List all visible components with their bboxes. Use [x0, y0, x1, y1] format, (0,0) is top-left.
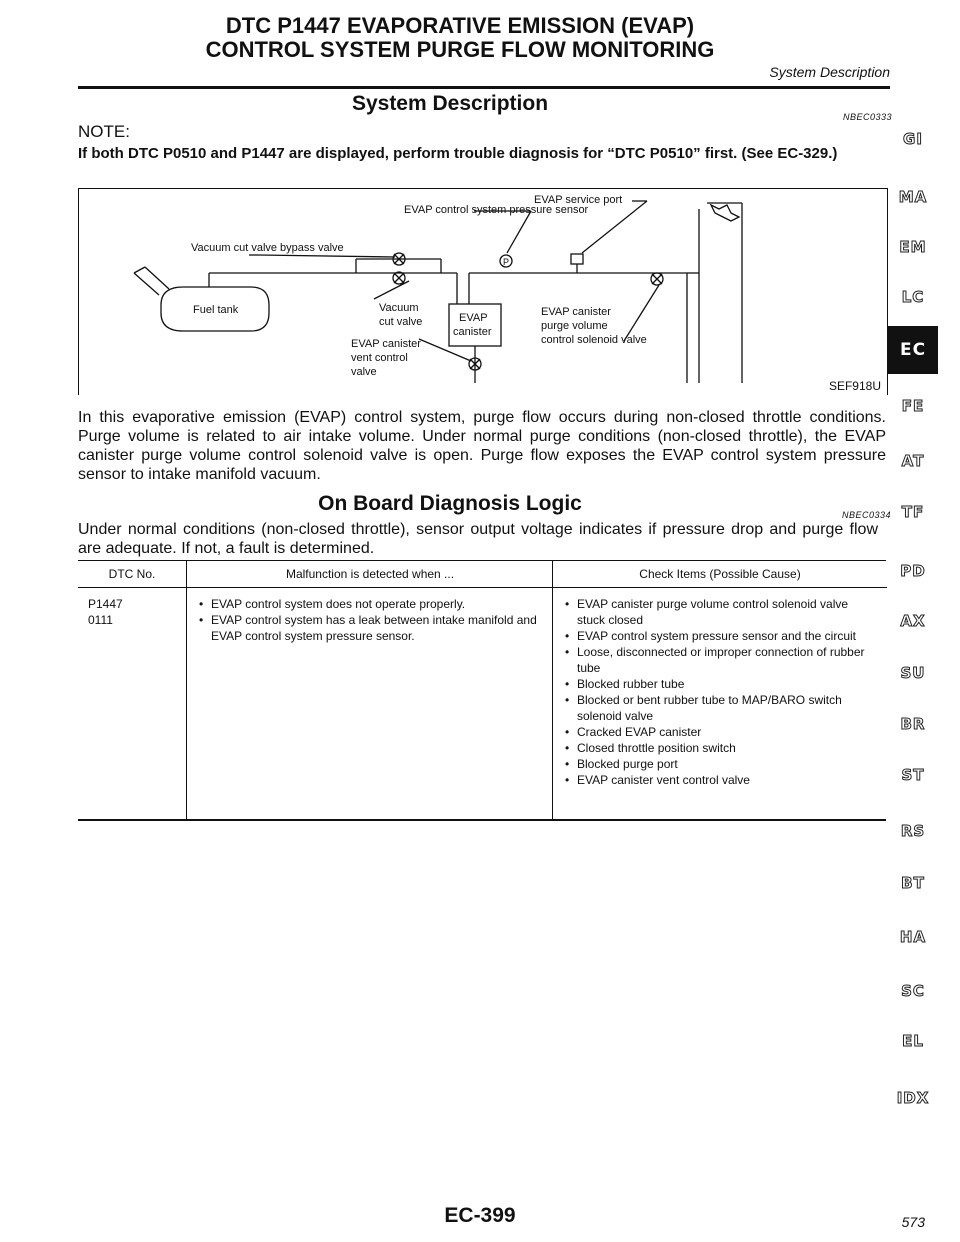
table-cell-check-items — [553, 588, 887, 796]
side-tab-at[interactable]: AT — [901, 452, 925, 470]
list-item: • EVAP canister purge volume control solenoid valve stuck closed — [563, 596, 877, 628]
dtc-code: P1447 — [88, 597, 123, 611]
label-vent-1: EVAP canister — [351, 338, 421, 350]
table-column-malfunction — [186, 561, 553, 819]
service-port-p: P — [503, 257, 510, 267]
list-item: • EVAP canister vent control valve — [563, 772, 877, 788]
figure-code: SEF918U — [828, 379, 881, 393]
list-item: • Loose, disconnected or improper connection of rubber tube — [563, 644, 877, 676]
malfunction-list — [197, 596, 543, 644]
label-pressure-sensor: EVAP control system pressure sensor — [404, 204, 589, 216]
label-purge-1: EVAP canister — [541, 306, 611, 318]
section-label: System Description — [769, 64, 890, 80]
title-line-1: DTC P1447 EVAPORATIVE EMISSION (EVAP) — [225, 13, 695, 38]
table-header-dtc: DTC No. — [78, 561, 186, 588]
evap-canister-box — [449, 304, 501, 346]
list-item: • Blocked rubber tube — [563, 676, 877, 692]
label-purge-3: control solenoid valve — [541, 334, 647, 346]
leader-line — [582, 201, 647, 253]
leader-line — [259, 255, 395, 257]
side-tab-ax[interactable]: AX — [900, 612, 926, 630]
list-item: • EVAP control system does not operate properly. — [197, 596, 543, 612]
obd-logic-paragraph: Under normal conditions (non-closed throttle), sensor output voltage indicates if pressure drop and purge flow are adequate. If not, a fault is determined. — [78, 521, 878, 557]
header-rule — [78, 86, 890, 89]
table-column-check-items — [552, 561, 887, 819]
leader-line — [507, 211, 531, 253]
side-tab-ma[interactable]: MA — [898, 188, 928, 206]
sheet-number: 573 — [901, 1214, 925, 1230]
leader-line — [624, 285, 659, 341]
label-service-port: EVAP service port — [534, 194, 623, 206]
list-item: • EVAP control system has a leak between intake manifold and EVAP control system pressure sensor. — [197, 612, 543, 644]
list-item: • Closed throttle position switch — [563, 740, 877, 756]
label-vacuum: Vacuum — [379, 302, 419, 314]
tank-filler-cap — [134, 267, 145, 273]
page-number: EC-399 — [444, 1204, 516, 1227]
side-tab-fe[interactable]: FE — [901, 397, 925, 415]
side-tab-el[interactable]: EL — [902, 1032, 924, 1050]
side-tab-sc[interactable]: SC — [901, 982, 925, 1000]
list-item: • Blocked purge port — [563, 756, 877, 772]
evap-system-diagram — [78, 188, 888, 395]
check-items-list — [563, 596, 877, 788]
side-tab-em[interactable]: EM — [899, 238, 927, 256]
label-fuel-tank: Fuel tank — [193, 304, 239, 316]
pressure-sensor-symbol — [571, 254, 583, 264]
side-tab-pd[interactable]: PD — [900, 562, 926, 580]
label-canister: canister — [453, 326, 492, 338]
side-tab-tf[interactable]: TF — [901, 503, 925, 521]
system-description-paragraph: In this evaporative emission (EVAP) control system, purge flow occurs during non-closed throttle conditions. Purge volume is related to air intake volume. Under normal purge conditions (non-closed throttle), the EVAP canister purge volume control solenoid valve is open. Purge flow exposes the EVAP control system pressure sensor to intake manifold vacuum. — [78, 409, 886, 483]
obd-logic-heading: On Board Diagnosis Logic — [318, 492, 582, 515]
side-tab-lc[interactable]: LC — [901, 288, 925, 306]
label-cut-valve: cut valve — [379, 316, 423, 328]
label-vent-3: valve — [351, 366, 377, 378]
note-label: NOTE: — [78, 122, 130, 141]
side-tab-idx[interactable]: IDX — [896, 1089, 930, 1107]
note-text: If both DTC P0510 and P1447 are displayed, perform trouble diagnosis for “DTC P0510” first. (See EC-329.) — [78, 145, 838, 162]
table-cell-malfunction — [187, 588, 553, 652]
side-tab-st[interactable]: ST — [901, 766, 925, 784]
system-description-code: NBEC0333 — [843, 112, 893, 122]
list-item: • EVAP control system pressure sensor and the circuit — [563, 628, 877, 644]
table-header-malfunction: Malfunction is detected when ... — [187, 561, 553, 588]
label-purge-2: purge volume — [541, 320, 608, 332]
dtc-table — [78, 560, 886, 821]
label-evap: EVAP — [459, 312, 488, 324]
side-tab-gi[interactable]: GI — [903, 130, 923, 148]
diagram-svg — [79, 189, 887, 395]
title-line-2: CONTROL SYSTEM PURGE FLOW MONITORING — [205, 37, 715, 62]
label-bypass-valve: Vacuum cut valve bypass valve — [191, 242, 344, 254]
side-tab-rs[interactable]: RS — [900, 822, 926, 840]
leader-line — [419, 339, 471, 361]
side-tab-br[interactable]: BR — [900, 715, 926, 733]
leader-line — [374, 281, 409, 299]
side-tab-ha[interactable]: HA — [899, 928, 927, 946]
dtc-code-alt: 0111 — [88, 613, 113, 627]
throttle-body-symbol — [711, 205, 739, 221]
obd-logic-code: NBEC0334 — [842, 510, 892, 520]
side-tab-bt[interactable]: BT — [901, 874, 925, 892]
side-tab-ec[interactable]: EC — [888, 326, 938, 374]
table-column-dtc — [78, 561, 186, 819]
list-item: • Blocked or bent rubber tube to MAP/BARO switch solenoid valve — [563, 692, 877, 724]
page-title — [150, 14, 770, 62]
list-item: • Cracked EVAP canister — [563, 724, 877, 740]
system-description-heading: System Description — [351, 92, 549, 115]
table-header-check-items: Check Items (Possible Cause) — [553, 561, 887, 588]
table-cell-dtc — [78, 588, 186, 636]
side-tab-su[interactable]: SU — [900, 664, 926, 682]
label-vent-2: vent control — [351, 352, 408, 364]
